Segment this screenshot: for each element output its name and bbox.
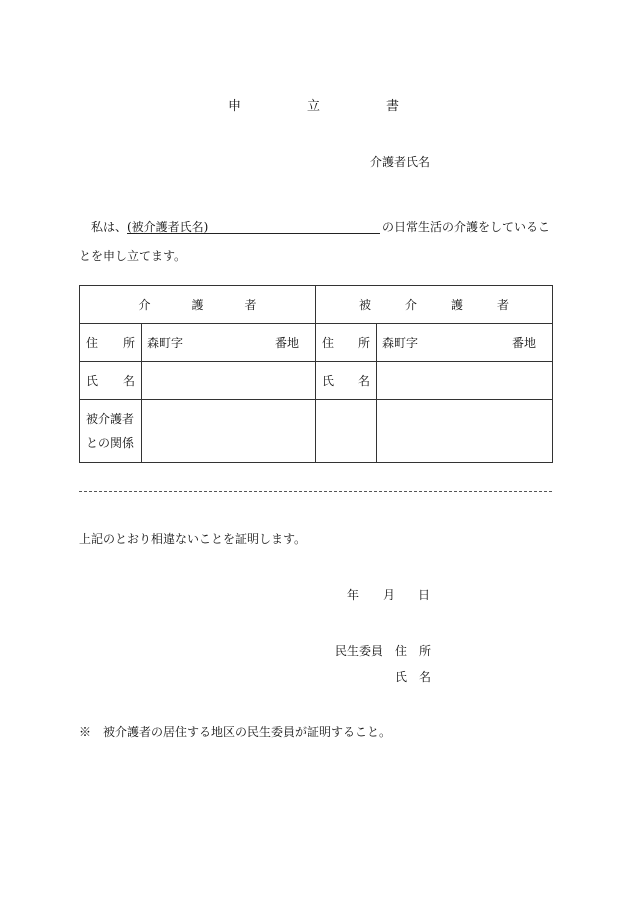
address-town: 森町字 [147, 336, 184, 350]
header-caregiver-char: 護 [191, 298, 204, 312]
relation-value-cell[interactable] [142, 400, 316, 463]
cared-name-cell[interactable] [377, 362, 553, 400]
header-caregiver-char: 者 [244, 298, 257, 312]
commissioner-name-char: 名 [419, 670, 432, 684]
name-label-char: 氏 [86, 374, 99, 388]
cut-line [79, 491, 552, 492]
address-banchi: 番地 [512, 336, 537, 350]
address-label-char: 所 [358, 336, 371, 350]
table-name-row [80, 362, 553, 400]
date-day: 日 [418, 588, 431, 602]
address-banchi: 番地 [275, 336, 300, 350]
caregiver-name-label: 介護者氏名 [370, 155, 431, 169]
header-caregiver [80, 286, 316, 324]
relation-empty-cell-2 [377, 400, 553, 463]
cared-address-cell[interactable] [377, 324, 553, 362]
relation-label-line1: 被介護者 [86, 412, 135, 426]
table-address-row [80, 324, 553, 362]
date-month: 月 [383, 588, 396, 602]
date-year: 年 [347, 588, 360, 602]
caregiver-address-cell[interactable] [142, 324, 316, 362]
title-char-1: 申 [228, 99, 242, 114]
address-label-char: 住 [86, 336, 99, 350]
title-char-2: 立 [307, 99, 321, 114]
certify-text: 上記のとおり相違ないことを証明します。 [79, 532, 307, 546]
caregiver-name-cell[interactable] [142, 362, 316, 400]
statement-prefix: 私は、 [91, 220, 128, 234]
name-label-cell [80, 362, 142, 400]
relation-label-cell [80, 400, 142, 463]
address-label-char: 所 [122, 336, 135, 350]
footnote: ※ 被介護者の居住する地区の民生委員が証明すること。 [79, 725, 392, 739]
address-label-cell [80, 324, 142, 362]
header-cared-char: 被 [359, 298, 372, 312]
commissioner-address-char: 住 [395, 644, 408, 658]
address-label-cell-2 [316, 324, 377, 362]
relation-label-line2: との関係 [86, 436, 135, 450]
cared-person-name-field[interactable]: (被介護者氏名) [127, 220, 209, 234]
commissioner-title: 民生委員 [335, 644, 384, 658]
commissioner-name-label [395, 671, 431, 683]
commissioner-address-char: 所 [419, 644, 432, 658]
table-header-row [80, 286, 553, 324]
header-cared-person [316, 286, 553, 324]
table-relation-row [80, 400, 553, 463]
statement-suffix: の日常生活の介護をしているこ [382, 220, 551, 234]
name-label-char: 名 [122, 374, 135, 388]
commissioner-address-label [395, 645, 431, 657]
header-cared-char: 護 [451, 298, 464, 312]
cared-person-name-underline [127, 233, 380, 234]
address-label-char: 住 [322, 336, 335, 350]
relation-empty-cell [316, 400, 377, 463]
header-cared-char: 者 [497, 298, 510, 312]
name-label-char: 名 [358, 374, 371, 388]
name-label-char: 氏 [322, 374, 335, 388]
statement-line2: とを申し立てます。 [79, 249, 187, 263]
commissioner-name-char: 氏 [395, 670, 408, 684]
title-char-3: 書 [386, 99, 400, 114]
address-town: 森町字 [382, 336, 419, 350]
header-cared-char: 介 [405, 298, 418, 312]
name-label-cell-2 [316, 362, 377, 400]
caregiver-table [79, 285, 553, 463]
header-caregiver-char: 介 [138, 298, 151, 312]
